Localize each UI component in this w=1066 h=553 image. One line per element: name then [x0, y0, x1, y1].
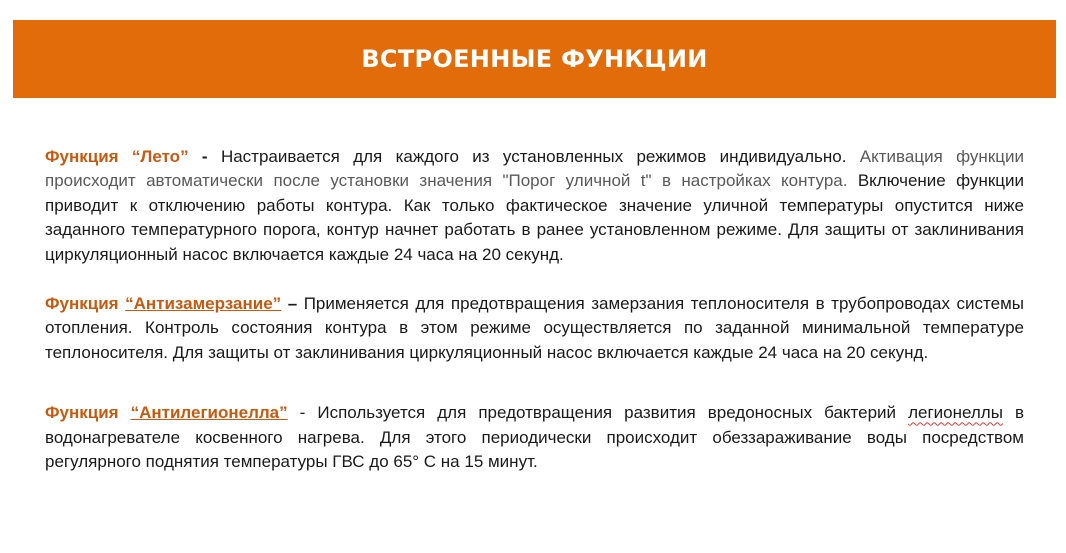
description-text: в водонагревателе косвенного нагрева. Для этого периодически происходит обеззараживание воды посредством регулярного поднятия температуры ГВС до 65° С на 15 минут.	[45, 403, 1025, 472]
spellcheck-flagged-word: легионеллы	[908, 403, 1003, 423]
section-antilegionella	[45, 401, 1024, 474]
description-muted-text: Активация функции происходит автоматически после установки значения "Порог уличной t" в настройках контура.	[45, 147, 1024, 191]
document-body	[45, 145, 1024, 474]
function-label-antifreeze: Функция “Антизамерзание”	[45, 294, 282, 314]
section-summer	[45, 145, 1024, 267]
description-text: Включение функции приводит к отключению работы контура. Как только фактическое значение уличной температуры опустится ниже заданного температурного порога, контур начнет работать в ранее установленном режиме. Для защиты от заклинивания циркуляционный насос включается каждые 24 часа на 20 секунд.	[45, 171, 1024, 264]
section-antifreeze	[45, 292, 1024, 365]
separator: –	[281, 294, 304, 314]
description-text: Используется для предотвращения развития вредоносных бактерий	[317, 403, 909, 423]
function-label-antilegionella: Функция “Антилегионелла”	[45, 403, 288, 423]
page-title: ВСТРОЕННЫЕ ФУНКЦИИ	[361, 45, 708, 73]
header-banner	[13, 20, 1056, 98]
separator: -	[188, 147, 221, 166]
separator: -	[287, 403, 318, 423]
description-text: Настраивается для каждого из установленных режимов индивидуально.	[220, 147, 860, 166]
function-label-summer: Функция “Лето”	[45, 147, 189, 166]
description-text: Применяется для предотвращения замерзания теплоносителя в трубопроводах системы отопления. Контроль состояния контура в этом режиме осуществляется по заданной минимальной температуре теплоносителя. Для защиты от заклинивания циркуляционный насос включается каждые 24 часа на 20 секунд.	[45, 294, 1024, 362]
